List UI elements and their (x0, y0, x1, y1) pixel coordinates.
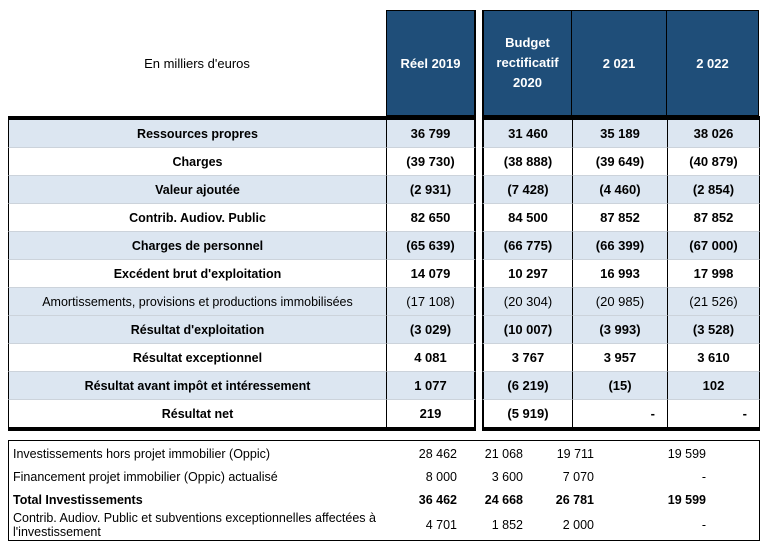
row-label: Contrib. Audiov. Public (8, 203, 386, 231)
investments-row (9, 488, 759, 511)
table-row (8, 259, 760, 287)
column-header-2022: 2 022 (666, 10, 759, 116)
unit-caption: En milliers d'euros (144, 55, 250, 71)
row-label: Amortissements, provisions et productions immobilisées (8, 287, 386, 315)
value-cell: 1 852 (491, 518, 523, 532)
value-cell: (67 000) (667, 231, 760, 259)
value-cell: (65 639) (386, 231, 476, 259)
value-cell: - (701, 469, 706, 484)
value-cell: 8 000 (425, 469, 457, 484)
value-cell: (4 460) (572, 175, 667, 203)
row-label: Charges (8, 147, 386, 175)
value-cell: (21 526) (667, 287, 760, 315)
value-cell: (2 931) (386, 175, 476, 203)
value-cell: 26 781 (555, 492, 594, 507)
table-row (8, 203, 760, 231)
value-cell: (7 428) (482, 175, 572, 203)
value-cell: (3 528) (667, 315, 760, 343)
operating-results-body (8, 116, 760, 431)
value-cell: 35 189 (572, 120, 667, 147)
value-cell: 84 500 (482, 203, 572, 231)
value-cell: 2 000 (562, 518, 594, 532)
table-row (8, 371, 760, 399)
value-cell: 17 998 (667, 259, 760, 287)
value-cell: 4 081 (386, 343, 476, 371)
value-cell: 31 460 (482, 120, 572, 147)
value-cell: 1 077 (386, 371, 476, 399)
value-cell: 3 957 (572, 343, 667, 371)
table-header-row (8, 10, 760, 116)
value-cell: 87 852 (572, 203, 667, 231)
column-header-reel-2019: Réel 2019 (386, 10, 476, 116)
table-row (8, 231, 760, 259)
operating-results-table (8, 10, 760, 431)
value-cell: (20 304) (482, 287, 572, 315)
value-cell: 28 462 (418, 446, 457, 461)
value-cell: 24 668 (484, 492, 523, 507)
value-cell: 38 026 (667, 120, 760, 147)
investments-row (9, 511, 759, 539)
value-cell: 7 070 (562, 469, 594, 484)
value-cell: 219 (386, 399, 476, 427)
value-cell: 3 767 (482, 343, 572, 371)
value-cell: (20 985) (572, 287, 667, 315)
row-label: Résultat d'exploitation (8, 315, 386, 343)
row-label: Résultat net (8, 399, 386, 427)
value-cell: (66 399) (572, 231, 667, 259)
row-label: Résultat avant impôt et intéressement (8, 371, 386, 399)
row-label: Contrib. Audiov. Public et subventions exceptionnelles affectées à l'investissement (13, 511, 376, 539)
value-cell: (38 888) (482, 147, 572, 175)
value-cell: 16 993 (572, 259, 667, 287)
value-cell: (3 029) (386, 315, 476, 343)
row-label: Financement projet immobilier (Oppic) actualisé (13, 469, 278, 484)
value-cell: 19 599 (667, 446, 706, 461)
table-row (8, 315, 760, 343)
table-row (8, 120, 760, 147)
value-cell: (15) (572, 371, 667, 399)
investments-row (9, 465, 759, 488)
value-cell: 87 852 (667, 203, 760, 231)
value-cell: 3 610 (667, 343, 760, 371)
column-header-budget-rectificatif-2020: Budget rectificatif 2020 (482, 10, 572, 116)
value-cell: (10 007) (482, 315, 572, 343)
investments-table (8, 440, 760, 541)
value-cell: (39 730) (386, 147, 476, 175)
table-row (8, 343, 760, 371)
value-cell: 36 462 (418, 492, 457, 507)
value-cell: (40 879) (667, 147, 760, 175)
row-label: Total Investissements (13, 492, 143, 507)
row-label: Ressources propres (8, 120, 386, 147)
value-cell: 19 711 (556, 446, 594, 461)
value-cell: 19 599 (667, 492, 706, 507)
row-label: Résultat exceptionnel (8, 343, 386, 371)
value-cell: (66 775) (482, 231, 572, 259)
value-cell: 82 650 (386, 203, 476, 231)
value-cell: (2 854) (667, 175, 760, 203)
value-cell: 36 799 (386, 120, 476, 147)
table-row (8, 399, 760, 427)
column-header-2021: 2 021 (572, 10, 667, 116)
value-cell: 4 701 (425, 518, 457, 532)
value-cell: (5 919) (482, 399, 572, 427)
value-cell: (6 219) (482, 371, 572, 399)
value-cell: 3 600 (491, 469, 523, 484)
value-cell: - (701, 518, 706, 532)
value-cell: (17 108) (386, 287, 476, 315)
value-cell: (3 993) (572, 315, 667, 343)
value-cell: (39 649) (572, 147, 667, 175)
value-cell: 14 079 (386, 259, 476, 287)
value-cell: - (572, 399, 667, 427)
row-label: Charges de personnel (8, 231, 386, 259)
row-label: Excédent brut d'exploitation (8, 259, 386, 287)
row-label: Investissements hors projet immobilier (Oppic) (13, 446, 271, 461)
table-row (8, 175, 760, 203)
value-cell: 102 (667, 371, 760, 399)
row-label: Valeur ajoutée (8, 175, 386, 203)
value-cell: 10 297 (482, 259, 572, 287)
value-cell: 21 068 (484, 446, 523, 461)
table-row (8, 147, 760, 175)
table-row (8, 287, 760, 315)
value-cell: - (667, 399, 760, 427)
investments-row (9, 442, 759, 465)
